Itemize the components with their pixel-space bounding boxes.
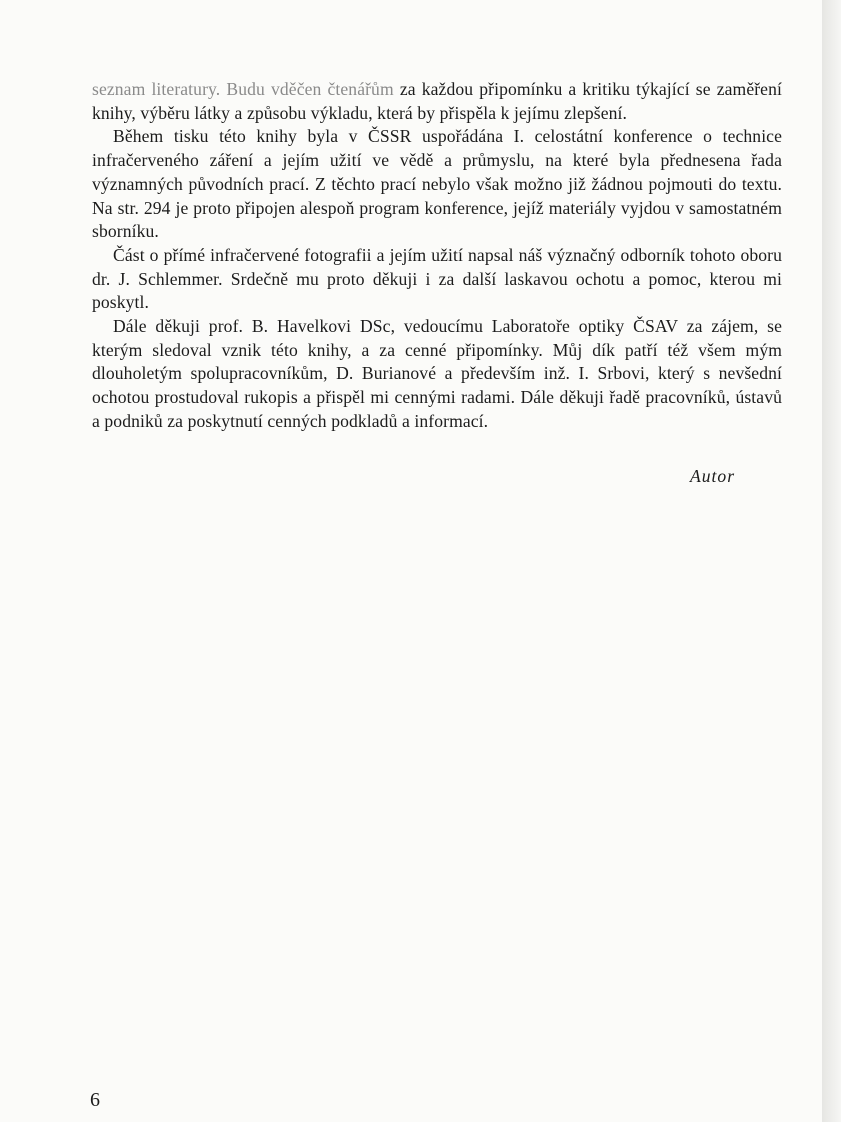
body-text <box>92 78 782 434</box>
page-number: 6 <box>90 1089 100 1111</box>
page-edge <box>822 0 841 1122</box>
paragraph-1-faded-start: seznam literatury. <box>92 79 221 99</box>
signature-author: Autor <box>690 466 736 486</box>
paragraph-2: Během tisku této knihy byla v ČSSR uspořádána I. celostátní konference o technice infračerveného záření a jejím užití ve vědě a průmyslu, na které byla přednesena řada významných původních prací. Z těchto prací nebylo však možno již žádnou pojmouti do textu. Na str. 294 je proto připojen alespoň program konference, jejíž materiály vyjdou v samostatném sborníku. <box>92 126 782 242</box>
paragraph-3: Část o přímé infračervené fotografii a jejím užití napsal náš význačný odborník tohoto oboru dr. J. Schlemmer. Srdečně mu proto děkuji i za další laskavou ochotu a pomoc, kterou mi poskytl. <box>92 244 782 313</box>
paragraph-1-rest: za každou připomínku a kritiku týkající se zaměření knihy, výběru látky a způsobu výkladu, která by přispěla k jejímu zlepšení. <box>92 79 782 123</box>
paragraph-1-faded-mid: Budu vděčen čtenářům <box>226 79 394 99</box>
paragraph-1 <box>92 78 782 125</box>
paragraph-4: Dále děkuji prof. B. Havelkovi DSc, vedoucímu Laboratoře optiky ČSAV za zájem, se kterým sledoval vznik této knihy, a za cenné připomínky. Můj dík patří též všem mým dlouholetým spolupracovníkům, D. Burianové a především inž. I. Srbovi, který s nevšední ochotou prostudoval rukopis a přispěl mi cennými radami. Dále děkuji řadě pracovníků, ústavů a podniků za poskytnutí cenných podkladů a informací. <box>92 316 782 431</box>
